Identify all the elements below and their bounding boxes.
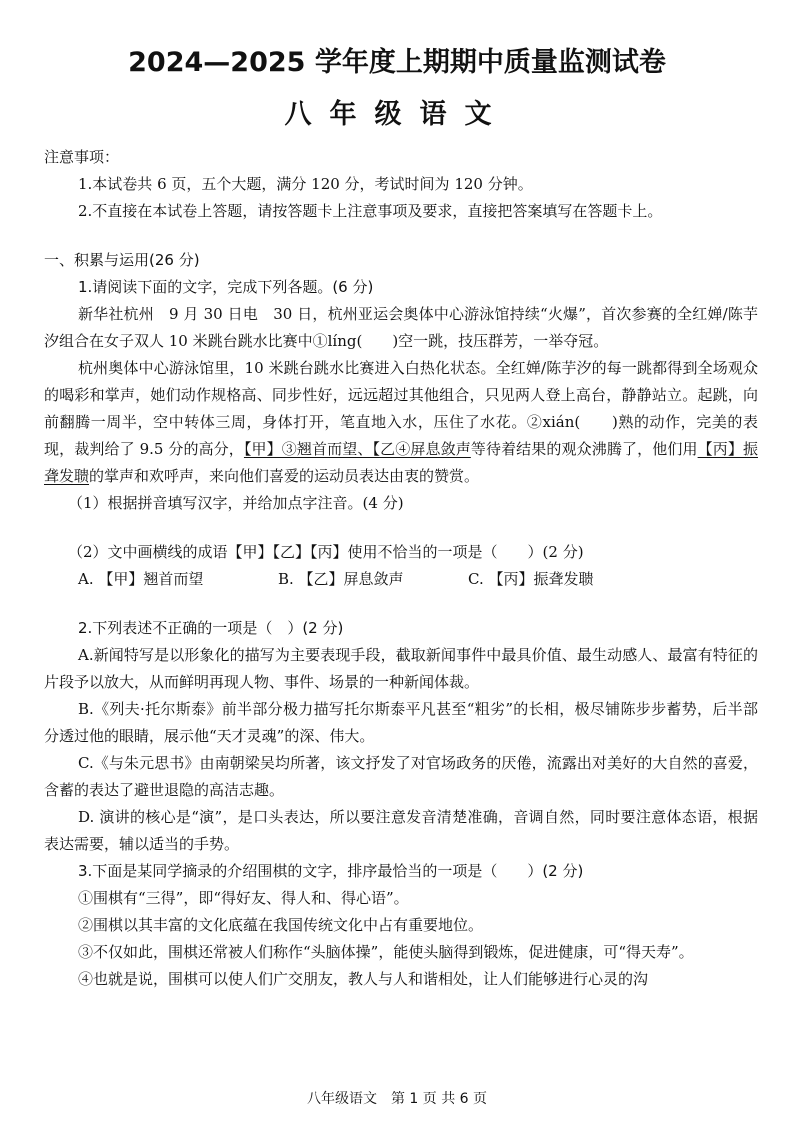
q1-passage-2-b: 等待着结果的观众沸腾了，他们用 [470,440,698,458]
notice-item-2: 2.不直接在本试卷上答题，请按答题卡上注意事项及要求，直接把答案填写在答题卡上。 [78,202,663,220]
q3-item-1: ①围棋有“三得”，即“得好友、得人和、得心语”。 [78,889,409,907]
q1-passage-2 [44,355,758,490]
q3-item-2: ②围棋以其丰富的文化底蕴在我国传统文化中占有重要地位。 [78,916,484,934]
q2-option-d: D. 演讲的核心是“演”，是口头表达，所以要注意发音清楚准确，音调自然，同时要注意体态语，根据表达需要，辅以适当的手势。 [44,808,758,853]
q1-passage-2-c: 的掌声和欢呼声，来向他们喜爱的运动员表达由衷的赞赏。 [89,467,480,485]
q3-item-4: ④也就是说，围棋可以使人们广交朋友，教人与人和谐相处，让人们能够进行心灵的沟 [78,970,649,988]
q1-passage-2-a: 杭州奥体中心游泳馆里，10 米跳台跳水比赛进入白热化状态。全红婵/陈芋汐的每一跳都得到全场观众的喝彩和掌声，她们动作规格高、同步性好，远远超过其他组合，只见两人登上高台，静静站立。起跳，向前翻腾一周半，空中转体三周，身体打开，笔直地入水，压住了水花。②xián( )熟的动作，完美的表现，裁判给了 9.5 分的高分， [44,359,758,458]
notice-item-1: 1.本试卷共 6 页，五个大题，满分 120 分，考试时间为 120 分钟。 [78,175,533,193]
exam-content [44,144,758,993]
question-2-stem: 2.下列表述不正确的一项是（ ）(2 分) [78,619,344,637]
exam-title: 2024—2025 学年度上期期中质量监测试卷 [128,47,666,78]
option-a: A. 【甲】翘首而望 [78,570,204,588]
idiom-jia: 【甲】③翘首而望、 [243,440,373,458]
option-c: C. 【丙】振聋发聩 [468,570,594,588]
q2-option-c: C.《与朱元思书》由南朝梁吴均所著，该文抒发了对官场政务的厌倦，流露出对美好的大自然的喜爱，含蓄的表达了避世退隐的高洁志趣。 [44,754,758,799]
idiom-bing: 【丙】振聋发聩 [44,440,758,485]
question-3-stem: 3.下面是某同学摘录的介绍围棋的文字，排序最恰当的一项是（ ）(2 分) [78,862,584,880]
q2-option-b: B.《列夫·托尔斯泰》前半部分极力描写托尔斯泰平凡甚至“粗劣”的长相，极尽铺陈步步蓄势，后半部分透过他的眼睛，展示他“天才灵魂”的深、伟大。 [44,700,758,745]
q1-sub-1: （1）根据拼音填写汉字，并给加点字注音。(4 分) [68,494,404,512]
page-footer: 八年级语文 第 1 页 共 6 页 [306,1091,488,1107]
q1-options [44,566,758,593]
option-b: B. 【乙】屏息敛声 [278,570,404,588]
section-heading: 一、积累与运用(26 分) [44,251,200,269]
q1-sub-2: （2）文中画横线的成语【甲】【乙】【丙】使用不恰当的一项是（ ）(2 分) [68,543,584,561]
q2-option-a: A.新闻特写是以形象化的描写为主要表现手段，截取新闻事件中最具价值、最生动感人、最富有特征的片段予以放大，从而鲜明再现人物、事件、场景的一种新闻体裁。 [44,646,758,691]
q1-passage-1: 新华社杭州 9 月 30 日电 30 日，杭州亚运会奥体中心游泳馆持续“火爆”，首次参赛的全红婵/陈芋汐组合在女子双人 10 米跳台跳水比赛中①líng( )空一跳，技压群芳，一举夺冠。 [44,305,758,350]
q3-item-3: ③不仅如此，围棋还常被人们称作“头脑体操”，能使头脑得到锻炼，促进健康，可“得天寿”。 [78,943,694,961]
exam-subtitle: 八年级语文 [284,99,510,130]
question-1-stem: 1.请阅读下面的文字，完成下列各题。(6 分) [78,278,374,296]
idiom-yi: 【乙④屏息敛声 [372,440,471,458]
notice-heading: 注意事项： [44,148,120,166]
